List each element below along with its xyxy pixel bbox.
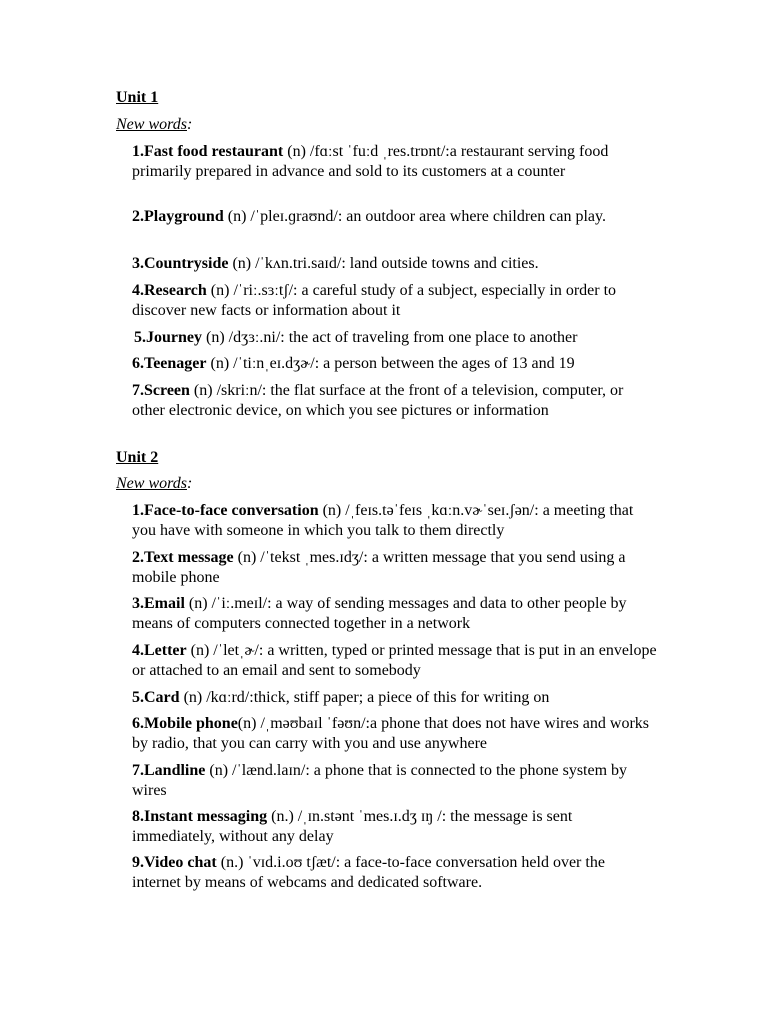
subhead-colon: : bbox=[186, 116, 193, 133]
entry-term: 7.Screen bbox=[132, 382, 190, 399]
unit-1-entry-4 bbox=[132, 281, 657, 320]
unit-2-entry-3 bbox=[132, 594, 657, 633]
entry-term: 4.Letter bbox=[132, 642, 187, 659]
entry-term: 1.Fast food restaurant bbox=[132, 143, 284, 160]
entry-term: 2.Text message bbox=[132, 549, 234, 566]
unit-1-entry-6 bbox=[132, 354, 657, 374]
entry-definition: (n.) /ˌɪn.stənt ˈmes.ɪ.dʒ ɪŋ /: the message is sent immediately, without any delay bbox=[132, 808, 573, 845]
entry-term: 3.Countryside bbox=[132, 255, 229, 272]
entry-term: 6.Mobile phone bbox=[132, 715, 238, 732]
unit-1-entry-1 bbox=[132, 142, 657, 181]
entry-definition: (n) /ˈtekst ˌmes.ɪdʒ/: a written message that you send using a mobile phone bbox=[132, 549, 626, 586]
unit-1-title: Unit 1 bbox=[116, 89, 159, 106]
entry-term: 3.Email bbox=[132, 595, 185, 612]
entry-term: 6.Teenager bbox=[132, 355, 207, 372]
unit-2-entry-6 bbox=[132, 714, 657, 753]
unit-1-entry-7 bbox=[132, 381, 657, 420]
unit-1-entry-2 bbox=[132, 207, 657, 227]
entry-definition: (n) /ˈkʌn.tri.saɪd/: land outside towns and cities. bbox=[228, 255, 539, 272]
entry-definition: (n) /fɑːst ˈfuːd ˌres.trɒnt/:a restaurant serving food primarily prepared in advance and sold to its customers at a counter bbox=[132, 143, 609, 180]
unit-2-entry-7 bbox=[132, 761, 657, 800]
unit-2-title: Unit 2 bbox=[116, 449, 159, 466]
entry-definition: (n) /ˈlænd.laɪn/: a phone that is connected to the phone system by wires bbox=[132, 762, 628, 799]
subhead-colon: : bbox=[186, 475, 193, 492]
entry-definition: (n) /ˈletˌɚ/: a written, typed or printed message that is put in an envelope or attached to an email and sent to somebody bbox=[132, 642, 657, 679]
unit-2-new-words-heading bbox=[116, 474, 192, 493]
unit-1-entry-3 bbox=[132, 254, 657, 274]
entry-definition: (n) /ˈiː.meɪl/: a way of sending messages and data to other people by means of computers connected together in a network bbox=[132, 595, 627, 632]
entry-term: 8.Instant messaging bbox=[132, 808, 268, 825]
unit-2-entry-8 bbox=[132, 807, 657, 846]
entry-term: 5.Card bbox=[132, 689, 180, 706]
entry-term: 4.Research bbox=[132, 282, 207, 299]
entry-term: 7.Landline bbox=[132, 762, 206, 779]
entry-definition: (n) /skriːn/: the flat surface at the front of a television, computer, or other electronic device, on which you see pictures or information bbox=[132, 382, 624, 419]
subhead-label: New words bbox=[116, 116, 187, 133]
unit-2-entry-2 bbox=[132, 548, 657, 587]
entry-term: 5.Journey bbox=[134, 329, 202, 346]
entry-definition: (n.) ˈvɪd.i.oʊ tʃæt/: a face-to-face conversation held over the internet by means of webcams and dedicated software. bbox=[132, 854, 605, 891]
unit-2-entry-5 bbox=[132, 688, 657, 708]
entry-definition: (n) /dʒɜː.ni/: the act of traveling from one place to another bbox=[202, 329, 578, 346]
entry-definition: (n) /kɑːrd/:thick, stiff paper; a piece of this for writing on bbox=[179, 689, 550, 706]
entry-term: 1.Face-to-face conversation bbox=[132, 502, 319, 519]
entry-definition: (n) /ˈpleɪ.ɡraʊnd/: an outdoor area where children can play. bbox=[223, 208, 606, 225]
entry-definition: (n) /ˌməʊbaɪl ˈfəʊn/:a phone that does not have wires and works by radio, that you can carry with you and use anywhere bbox=[132, 715, 650, 752]
entry-term: 2.Playground bbox=[132, 208, 224, 225]
subhead-label: New words bbox=[116, 475, 187, 492]
unit-1-entry-5 bbox=[134, 328, 659, 348]
entry-definition: (n) /ˈriː.sɜːtʃ/: a careful study of a subject, especially in order to discover new facts or information about it bbox=[132, 282, 617, 319]
entry-definition: (n) /ˈtiːnˌeɪ.dʒɚ/: a person between the ages of 13 and 19 bbox=[206, 355, 575, 372]
entry-definition: (n) /ˌfeɪs.təˈfeɪs ˌkɑːn.vɚˈseɪ.ʃən/: a meeting that you have with someone in which you talk to them directly bbox=[132, 502, 634, 539]
unit-2-entry-1 bbox=[132, 501, 657, 540]
unit-2-entry-9 bbox=[132, 853, 657, 892]
entry-term: 9.Video chat bbox=[132, 854, 217, 871]
unit-1-new-words-heading bbox=[116, 115, 192, 134]
unit-2-entry-4 bbox=[132, 641, 657, 680]
